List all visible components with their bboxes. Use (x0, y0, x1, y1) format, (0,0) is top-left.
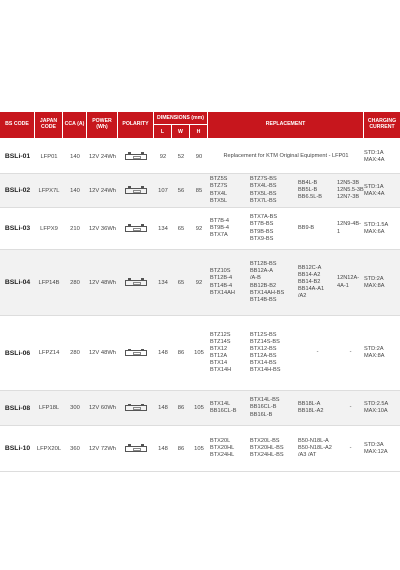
replacement-column (337, 250, 364, 315)
replacement-text: Replacement for KTM Original Equipment - LFP01 (223, 152, 349, 159)
cca-cell: 300 (70, 405, 80, 411)
power-cell: 12V 48Wh (88, 279, 117, 286)
header-polarity: POLARITY (118, 112, 154, 138)
dim-w-cell: 52 (177, 153, 185, 160)
power-cell: 12V 24Wh (88, 187, 117, 194)
replacement-model: /A3 /AT (298, 452, 317, 459)
replacement-column (337, 316, 364, 390)
replacement-model: 12N7-3B (337, 194, 360, 201)
replacement-model: BTX4L (210, 190, 228, 197)
table-row (0, 140, 400, 174)
japan-code-cell: LFP01 (40, 153, 58, 160)
charging-current-cell (364, 391, 400, 425)
replacement-model: BTX7A-BS (250, 214, 278, 221)
replacement-model: BB12C-A (298, 264, 322, 271)
replacement-model: 12N12A-4A-1 (337, 275, 360, 289)
japan-code-cell: LFP18L (38, 405, 60, 411)
replacement-column (298, 174, 337, 207)
replacement-column (210, 316, 250, 390)
replacement-cell (208, 174, 364, 207)
dim-l-cell: 148 (158, 350, 168, 356)
polarity-cell (118, 174, 154, 207)
replacement-model: BTX24HL (210, 452, 235, 459)
replacement-model: BTX14H-BS (250, 367, 281, 374)
cca-cell: 280 (70, 279, 80, 286)
replacement-model: /A-B (250, 275, 261, 282)
dim-h-cell: 105 (194, 350, 204, 356)
charging-value: STD:3A (364, 441, 384, 448)
dim-h-cell: 90 (195, 153, 203, 160)
bs-code-cell: BSLi-01 (4, 153, 31, 160)
bs-code-cell: BSLi-03 (4, 225, 31, 232)
replacement-model: BT12A-BS (250, 353, 277, 359)
replacement-column (337, 391, 364, 425)
charging-value: MAX:10A (364, 408, 388, 414)
replacement-model: BT14B-4 (210, 282, 233, 289)
polarity-cell (118, 208, 154, 249)
replacement-model: BTX20HL-BS (250, 444, 284, 451)
header-dim-l: L (154, 125, 172, 138)
replacement-column (210, 426, 250, 471)
dim-w-cell: 86 (177, 445, 185, 452)
table-row (0, 391, 400, 426)
replacement-model: BT12S-BS (250, 331, 277, 338)
replacement-model: BTZ14S-BS (250, 338, 280, 345)
replacement-model: BB16L-B (250, 411, 273, 418)
replacement-model: BTX14AH-BS (250, 289, 285, 296)
charging-value: STD:1A (364, 183, 384, 190)
replacement-model: 12N9-4B-1 (337, 221, 361, 235)
replacement-model: 12N5.5-3B (337, 186, 364, 193)
replacement-model: - (349, 349, 352, 356)
bs-code-cell: BSLi-06 (4, 349, 31, 357)
replacement-model: BT12B-4 (210, 275, 233, 282)
replacement-model: BTZ7S (210, 183, 228, 190)
replacement-model: BT12A (210, 353, 228, 359)
replacement-column (210, 208, 250, 249)
header-power: POWER (Wh) (87, 112, 118, 138)
header-dim-h: H (190, 125, 208, 138)
replacement-column (210, 250, 250, 315)
header-charging-current: CHARGING CURRENT (367, 118, 397, 130)
dim-w-cell: 65 (177, 225, 185, 232)
battery-polarity-icon (125, 280, 147, 286)
replacement-column (250, 316, 298, 390)
charging-value: MAX:4A (364, 190, 385, 197)
dim-l-cell: 92 (159, 153, 167, 160)
replacement-column (250, 208, 298, 249)
power-cell: 12V 60Wh (88, 405, 117, 411)
replacement-model: BB18L-A2 (298, 408, 324, 414)
replacement-model: BTX4L-BS (250, 183, 277, 190)
replacement-cell (208, 316, 364, 390)
replacement-model: /A2 (298, 293, 307, 300)
charging-value: MAX:6A (364, 228, 385, 235)
charging-current-cell (364, 426, 400, 471)
power-cell: 12V 36Wh (88, 225, 117, 232)
bs-code-cell: BSLi-04 (4, 279, 31, 286)
japan-code-cell: LFPX20L (36, 445, 62, 452)
dim-h-cell: 85 (195, 187, 203, 194)
dim-w-cell: 56 (177, 187, 185, 194)
replacement-model: BB5L-B (298, 186, 318, 193)
replacement-column (298, 391, 337, 425)
battery-polarity-icon (125, 188, 147, 194)
replacement-model: BTZ5S (210, 176, 228, 183)
cca-cell: 210 (70, 225, 80, 232)
bs-code-cell: BSLi-02 (4, 187, 31, 194)
cca-cell: 140 (70, 153, 80, 160)
table-header (0, 112, 400, 138)
charging-value: STD:2.5A (364, 401, 389, 408)
replacement-model: BB16CL-B (250, 404, 277, 411)
dim-l-cell: 107 (158, 187, 168, 194)
replacement-model: BTX14-BS (250, 360, 277, 367)
cca-cell: 140 (70, 187, 80, 194)
replacement-model: BB9-B (298, 224, 315, 231)
replacement-model: BT14B-BS (250, 296, 277, 303)
polarity-cell (118, 426, 154, 471)
replacement-column (298, 208, 337, 249)
japan-code-cell: LFPX7L (38, 187, 60, 194)
replacement-column (337, 208, 364, 249)
charging-value: STD:2A (364, 346, 384, 353)
header-cca: CCA (A) (63, 112, 87, 138)
battery-polarity-icon (125, 446, 147, 452)
replacement-model: BB4L-B (298, 179, 318, 186)
dim-w-cell: 65 (177, 279, 185, 286)
dim-w-cell: 86 (177, 405, 185, 411)
replacement-model: BTX20L-BS (250, 437, 280, 444)
replacement-model: - (316, 349, 319, 356)
replacement-model: BT9B-4 (210, 224, 229, 231)
dim-l-cell: 148 (158, 405, 168, 411)
replacement-column (337, 174, 364, 207)
header-japan-code: JAPAN CODE (35, 112, 63, 138)
replacement-column (250, 426, 298, 471)
replacement-model: BTX14H (210, 367, 232, 374)
charging-current-cell (364, 250, 400, 315)
replacement-model: BB14-B2 (298, 278, 321, 285)
replacement-model: BTZ12S (210, 331, 231, 338)
polarity-cell (118, 140, 154, 173)
header-dimensions: DIMENSIONS (mm) (154, 112, 208, 125)
charging-current-cell (364, 174, 400, 207)
replacement-model: BTX20L (210, 437, 231, 444)
header-dim-w: W (172, 125, 190, 138)
replacement-model: BT9B-BS (250, 228, 274, 235)
replacement-model: - (349, 444, 352, 451)
replacement-column (298, 426, 337, 471)
replacement-column (298, 316, 337, 390)
dim-h-cell: 92 (195, 225, 203, 232)
table-row (0, 250, 400, 316)
header-bs-code: BS CODE (0, 112, 35, 138)
replacement-cell (208, 140, 364, 173)
power-cell: 12V 48Wh (88, 350, 117, 356)
replacement-cell (208, 250, 364, 315)
dim-w-cell: 86 (177, 350, 185, 356)
battery-polarity-icon (125, 405, 147, 411)
charging-current-cell (364, 208, 400, 249)
table-row (0, 208, 400, 250)
polarity-cell (118, 250, 154, 315)
replacement-model: BTX24HL-BS (250, 452, 284, 459)
dim-l-cell: 134 (158, 225, 168, 232)
charging-value: MAX:12A (364, 448, 388, 455)
replacement-model: BTX12-BS (250, 345, 277, 352)
bs-code-cell: BSLi-08 (4, 404, 31, 412)
polarity-cell (118, 391, 154, 425)
replacement-model: BTX20HL (210, 444, 235, 451)
dim-l-cell: 134 (158, 279, 168, 286)
table-row (0, 426, 400, 472)
replacement-column (337, 426, 364, 471)
replacement-cell (208, 426, 364, 471)
replacement-model: - (349, 404, 352, 411)
replacement-model: BB18L-A (298, 400, 321, 407)
replacement-model: BTX9-BS (250, 235, 274, 242)
japan-code-cell: LFPZ14 (38, 350, 60, 356)
japan-code-cell: LFPX9 (40, 225, 58, 232)
replacement-model: BTZ7S-BS (250, 176, 277, 183)
power-cell: 12V 24Wh (88, 153, 117, 160)
replacement-model: BB14-A2 (298, 271, 321, 278)
replacement-model: BTX14 (210, 360, 228, 367)
replacement-model: BTZ10S (210, 268, 231, 275)
replacement-model: BB16CL-B (210, 408, 237, 414)
replacement-model: BTX5L (210, 197, 228, 204)
charging-value: MAX:4A (364, 156, 385, 163)
battery-polarity-icon (125, 226, 147, 232)
bs-code-cell: BSLi-10 (4, 445, 31, 452)
charging-values (364, 401, 388, 415)
cca-cell: 360 (70, 445, 80, 452)
charging-current-cell (364, 140, 400, 173)
replacement-model: B50-N18L-A2 (298, 444, 332, 451)
charging-values (364, 346, 385, 360)
replacement-model: 12N5-3B (337, 179, 360, 186)
charging-values (364, 222, 388, 236)
replacement-model: BTZ14S (210, 338, 231, 345)
charging-value: MAX:8A (364, 353, 385, 359)
dim-h-cell: 92 (195, 279, 203, 286)
replacement-column (298, 250, 337, 315)
dim-l-cell: 148 (158, 445, 168, 452)
dim-h-cell: 105 (194, 405, 204, 411)
table-row (0, 174, 400, 208)
replacement-column (250, 250, 298, 315)
charging-values (364, 276, 385, 290)
battery-polarity-icon (125, 154, 147, 160)
charging-values (364, 150, 385, 164)
replacement-cell (208, 391, 364, 425)
replacement-model: BTX12 (210, 345, 228, 352)
charging-values (364, 442, 388, 456)
replacement-column (250, 391, 298, 425)
dim-h-cell: 105 (194, 445, 204, 452)
polarity-cell (118, 316, 154, 390)
battery-polarity-icon (125, 350, 147, 356)
charging-value: STD:1A (364, 149, 384, 156)
replacement-model: BT7B-BS (250, 221, 274, 228)
replacement-model: BTX7A (210, 232, 228, 239)
replacement-model: BTX7L-BS (250, 197, 277, 204)
power-cell: 12V 72Wh (88, 445, 117, 452)
cca-cell: 280 (70, 350, 80, 356)
replacement-model: BTX14L (210, 400, 231, 407)
charging-value: STD:1.5A (364, 221, 389, 228)
replacement-model: BB6.5L-B (298, 194, 322, 201)
charging-value: STD:2A (364, 275, 384, 282)
replacement-column (250, 174, 298, 207)
replacement-column (210, 174, 250, 207)
replacement-model: BT12B-BS (250, 261, 277, 268)
replacement-model: BTX5L-BS (250, 190, 277, 197)
charging-current-cell (364, 316, 400, 390)
replacement-model: BTX14L-BS (250, 397, 280, 404)
japan-code-cell: LFP14B (38, 279, 60, 286)
replacement-column (210, 391, 250, 425)
replacement-model: BB14A-A1 (298, 286, 325, 293)
replacement-model: BTX14AH (210, 289, 235, 296)
header-replacement: REPLACEMENT (208, 112, 364, 138)
replacement-model: BT7B-4 (210, 217, 229, 224)
replacement-model: BB12A-A (250, 268, 274, 275)
charging-value: MAX:8A (364, 282, 385, 289)
replacement-model: B50-N18L-A (298, 437, 329, 444)
replacement-cell (208, 208, 364, 249)
charging-values (364, 184, 385, 198)
replacement-model: BB12B-B2 (250, 282, 277, 289)
table-row (0, 316, 400, 391)
